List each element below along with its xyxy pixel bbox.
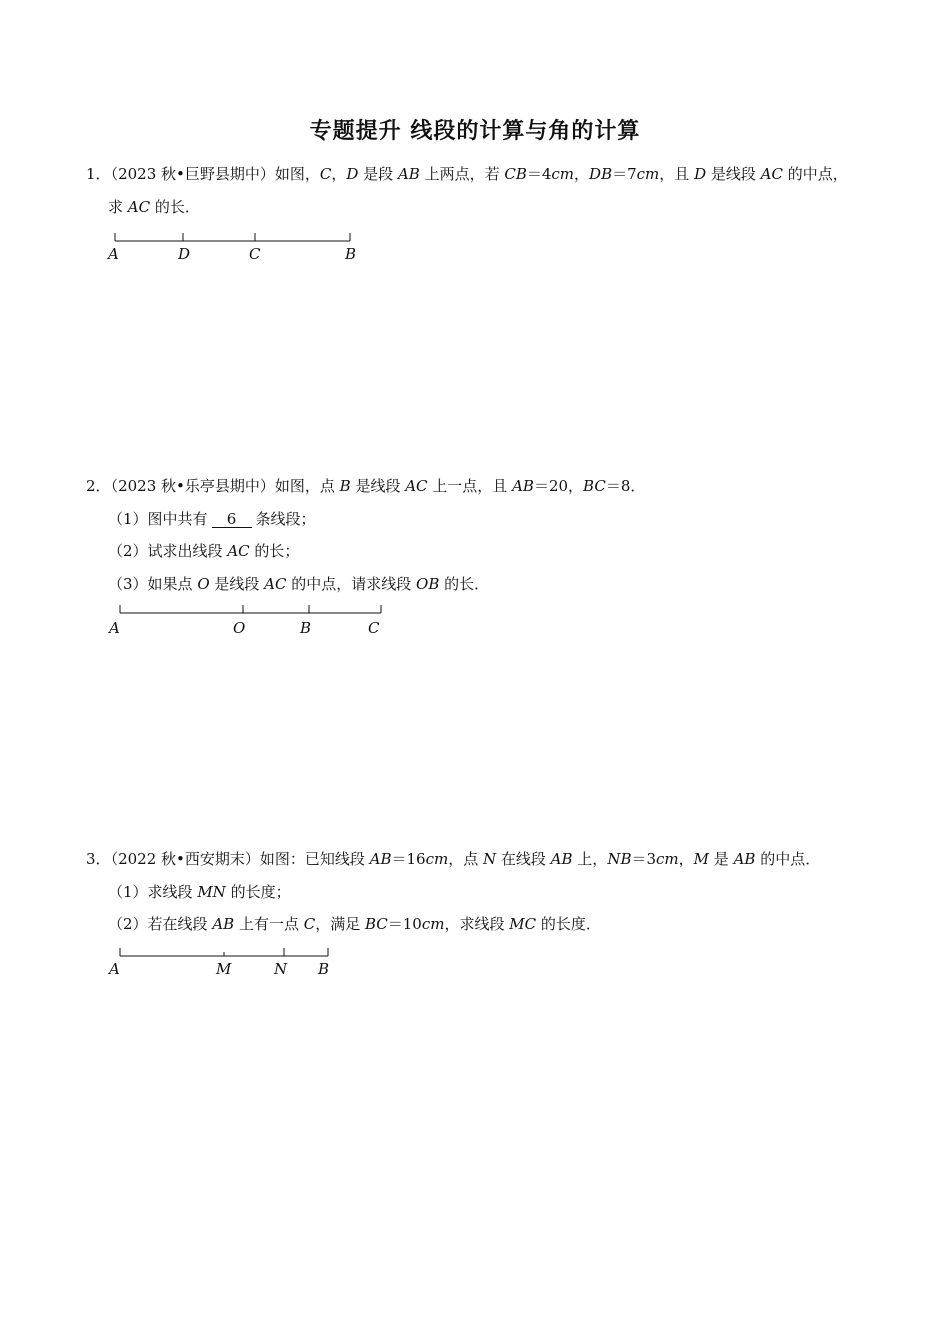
text-run: 的长度； <box>225 883 291 901</box>
math-variable: C <box>319 165 332 183</box>
text-run: （1）求线段 <box>108 883 198 901</box>
text-run: ＝4 <box>526 165 552 183</box>
rich-text <box>275 165 848 183</box>
text-run: 的中点，请求线段 <box>286 575 417 593</box>
point-label-m: M <box>216 960 232 978</box>
answer-blank: 6 <box>212 511 252 528</box>
text-run: 上有一点 <box>234 915 304 933</box>
math-variable: cm <box>421 915 445 933</box>
text-run: （3）如果点 <box>108 575 198 593</box>
q1-suffix: 条线段； <box>255 510 316 528</box>
rich-text <box>108 575 489 593</box>
problem-3-q1 <box>108 882 291 902</box>
math-variable: BC <box>364 915 388 933</box>
rich-text <box>275 477 646 495</box>
math-variable: cm <box>656 850 679 868</box>
math-variable: AB <box>733 850 756 868</box>
math-variable: NB <box>607 850 632 868</box>
math-variable: cm <box>425 850 449 868</box>
text-run: ， <box>331 165 347 183</box>
math-variable: AB <box>369 850 392 868</box>
point-label-n: N <box>274 960 288 978</box>
page-title: 专题提升 线段的计算与角的计算 <box>309 119 641 144</box>
math-variable: AB <box>212 915 235 933</box>
rich-text <box>108 915 601 933</box>
text-run: ， <box>574 165 590 183</box>
math-variable: AC <box>227 542 250 560</box>
math-variable: CB <box>504 165 527 183</box>
point-label-c: C <box>249 245 261 263</box>
rich-text <box>108 883 291 901</box>
text-run: 是线段 <box>209 575 265 593</box>
text-run: ＝7 <box>612 165 637 183</box>
problem-number: 2 <box>86 477 96 495</box>
problem-3-line-1: 3．（2022 秋•西安期末）如图：已知线段 AB＝16cm，点 N 在线段 AB 上，NB＝3cm，M 是 AB 的中点． <box>86 850 821 868</box>
math-variable: MN <box>197 883 226 901</box>
text-run: ， <box>678 850 694 868</box>
text-run: 如图，点 <box>274 477 340 495</box>
math-variable: M <box>693 850 710 868</box>
problem-2-line-1: 2．（2023 秋•乐亭县期中）如图，点 B 是线段 AC 上一点，且 AB＝20，BC＝8． <box>86 477 646 495</box>
math-variable: AC <box>127 198 151 216</box>
point-label-d: D <box>178 245 191 263</box>
problem-source: （2022 秋•西安期末） <box>110 850 260 868</box>
text-run: ，求线段 <box>444 915 510 933</box>
point-label-b: B <box>300 619 312 637</box>
point-label-c: C <box>368 619 380 637</box>
text-run: 的长； <box>249 542 300 560</box>
text-run: ＝10 <box>387 915 422 933</box>
text-run: 的长． <box>439 575 490 593</box>
text-run: 是段 <box>358 165 398 183</box>
math-variable: DB <box>589 165 613 183</box>
point-label-a: A <box>108 245 119 263</box>
text-run: 的中点． <box>755 850 821 868</box>
math-variable: BC <box>583 477 606 495</box>
point-label-a: A <box>109 619 120 637</box>
problem-2-q1 <box>108 509 316 529</box>
math-variable: cm <box>551 165 575 183</box>
text-run: ＝3 <box>631 850 657 868</box>
text-run: ，点 <box>448 850 483 868</box>
text-run: 上一点，且 <box>427 477 513 495</box>
text-run: 是线段 <box>706 165 761 183</box>
text-run: 上， <box>572 850 608 868</box>
point-label-o: O <box>233 619 246 637</box>
problem-2-q3 <box>108 574 489 594</box>
text-run: 如图：已知线段 <box>259 850 370 868</box>
text-run: 如图， <box>274 165 320 183</box>
text-run: 的长度． <box>536 915 601 933</box>
problem-source: （2023 秋•巨野县期中） <box>110 165 275 183</box>
text-run: （2）若在线段 <box>108 915 213 933</box>
problem-source: （2023 秋•乐亭县期中） <box>110 477 275 495</box>
rich-text <box>260 850 820 868</box>
problem-3-q2 <box>108 914 601 934</box>
problem-1-line-2 <box>108 197 200 217</box>
text-run: （2）试求出线段 <box>108 542 228 560</box>
math-variable: MC <box>509 915 537 933</box>
math-variable: AB <box>397 165 420 183</box>
math-variable: N <box>483 850 497 868</box>
q1-prefix: （1）图中共有 <box>108 510 208 528</box>
point-label-a: A <box>109 960 120 978</box>
math-variable: O <box>197 575 210 593</box>
point-label-b: B <box>345 245 357 263</box>
text-run: 在线段 <box>496 850 551 868</box>
text-run: 上两点，若 <box>419 165 505 183</box>
math-variable: C <box>303 915 316 933</box>
segment-figure-2 <box>100 600 400 640</box>
rich-text <box>108 198 200 216</box>
math-variable: AC <box>760 165 783 183</box>
problem-number: 3 <box>86 850 96 868</box>
text-run: ＝20， <box>533 477 584 495</box>
math-variable: AC <box>405 477 428 495</box>
math-variable: cm <box>636 165 660 183</box>
math-variable: OB <box>416 575 440 593</box>
text-run: ，满足 <box>315 915 365 933</box>
math-variable: AC <box>264 575 287 593</box>
rich-text <box>108 542 299 560</box>
text-run: ＝16 <box>391 850 426 868</box>
math-variable: B <box>339 477 351 495</box>
problem-2-q2 <box>108 541 299 561</box>
math-variable: AB <box>512 477 534 495</box>
math-variable: AB <box>550 850 573 868</box>
text-run: 的中点， <box>782 165 848 183</box>
text-run: ，且 <box>659 165 695 183</box>
problem-1-line-1: 1．（2023 秋•巨野县期中）如图，C，D 是段 AB 上两点，若 CB＝4cm，DB＝7cm，且 D 是线段 AC 的中点， <box>86 165 848 183</box>
text-run: ＝8． <box>605 477 646 495</box>
segment-figure-3 <box>100 940 350 980</box>
math-variable: D <box>694 165 707 183</box>
segment-figure-1 <box>100 226 370 266</box>
text-run: 的长． <box>150 198 200 216</box>
text-run: 求 <box>108 198 128 216</box>
text-run: 是 <box>709 850 734 868</box>
math-variable: D <box>346 165 359 183</box>
point-label-b: B <box>318 960 330 978</box>
text-run: 是线段 <box>350 477 406 495</box>
problem-number: 1 <box>86 165 96 183</box>
